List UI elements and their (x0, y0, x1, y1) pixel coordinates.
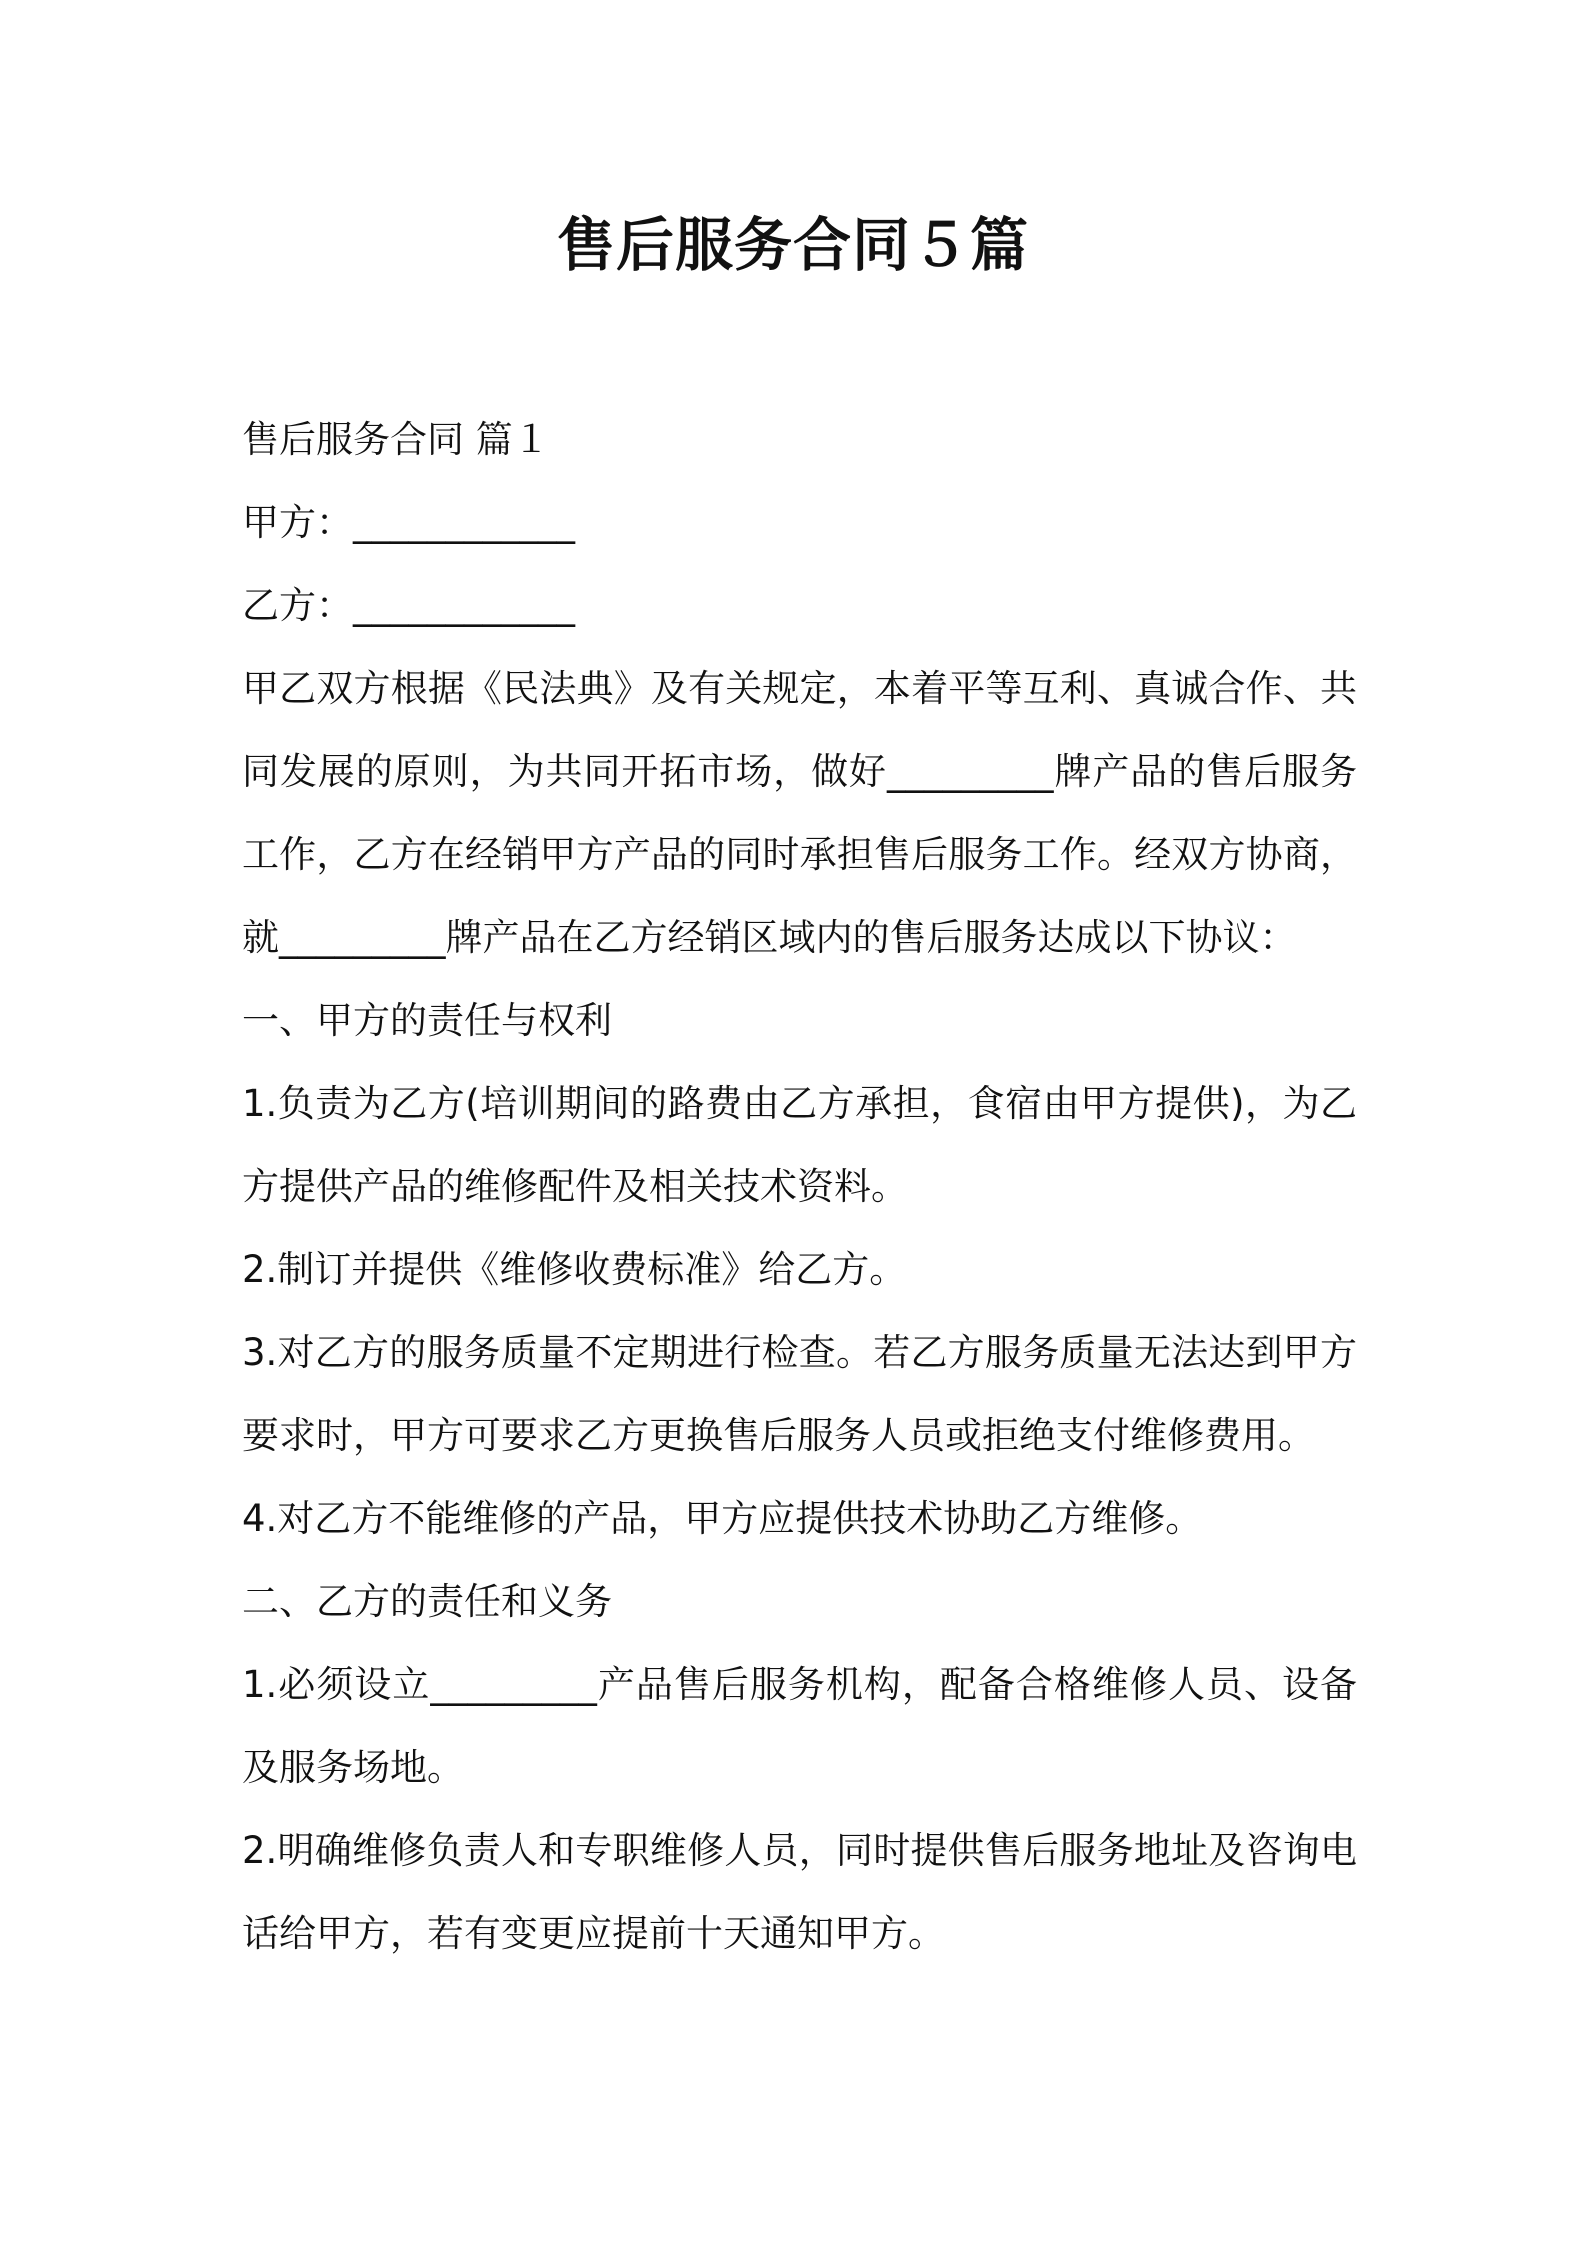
paragraph-line: 工作，乙方在经销甲方产品的同时承担售后服务工作。经双方协商， (242, 833, 1357, 876)
document-title: 售后服务合同５篇 (556, 211, 1029, 279)
clause-heading: 二、乙方的责任和义务 (242, 1580, 612, 1623)
clause-line: 方提供产品的维修配件及相关技术资料。 (242, 1165, 908, 1208)
document-body (242, 398, 1357, 1975)
clause-line: 1.必须设立_________产品售后服务机构，配备合格维修人员、设备 (242, 1663, 1357, 1706)
clause-line: 话给甲方，若有变更应提前十天通知甲方。 (242, 1912, 945, 1955)
clause-line: 2.制订并提供《维修收费标准》给乙方。 (242, 1248, 907, 1291)
paragraph-line: 同发展的原则，为共同开拓市场，做好_________牌产品的售后服务 (242, 750, 1357, 793)
party-a-line: 甲方：____________ (242, 501, 575, 544)
party-b-line: 乙方：____________ (242, 584, 575, 627)
paragraph-line: 就_________牌产品在乙方经销区域内的售后服务达成以下协议： (242, 916, 1297, 959)
section-heading-part-1: 售后服务合同 篇１ (242, 418, 550, 461)
clause-line: 要求时，甲方可要求乙方更换售后服务人员或拒绝支付维修费用。 (242, 1414, 1315, 1457)
paragraph-line: 甲乙双方根据《民法典》及有关规定，本着平等互利、真诚合作、共 (242, 667, 1357, 710)
clause-line: 4.对乙方不能维修的产品，甲方应提供技术协助乙方维修。 (242, 1497, 1203, 1540)
clause-heading: 一、甲方的责任与权利 (242, 999, 612, 1042)
clause-line: 3.对乙方的服务质量不定期进行检查。若乙方服务质量无法达到甲方 (242, 1331, 1357, 1374)
clause-line: 及服务场地。 (242, 1746, 464, 1789)
clause-line: 2.明确维修负责人和专职维修人员，同时提供售后服务地址及咨询电 (242, 1829, 1357, 1872)
clause-line: 1.负责为乙方(培训期间的路费由乙方承担，食宿由甲方提供)，为乙 (242, 1082, 1357, 1125)
